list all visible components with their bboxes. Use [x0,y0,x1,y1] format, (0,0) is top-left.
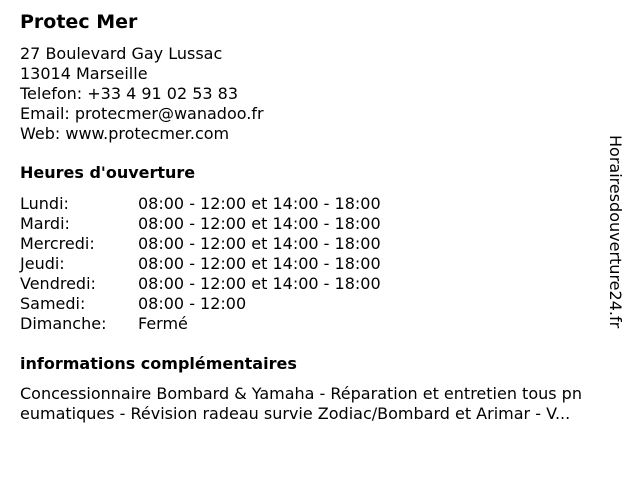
day-hours: 08:00 - 12:00 et 14:00 - 18:00 [138,234,381,253]
day-hours: 08:00 - 12:00 [138,294,247,313]
day-label: Jeudi: [20,254,65,273]
hours-table [20,194,381,334]
hours-row-vendredi [20,274,381,294]
day-label: Dimanche: [20,314,107,333]
hours-row-jeudi [20,254,381,274]
email: Email: protecmer@wanadoo.fr [20,104,264,123]
hours-row-lundi [20,194,381,214]
hours-row-mercredi [20,234,381,254]
info-description [20,384,632,424]
info-line: eumatiques - Révision radeau survie Zodiac/Bombard et Arimar - V... [20,404,571,423]
day-hours: 08:00 - 12:00 et 14:00 - 18:00 [138,194,381,213]
phone: Telefon: +33 4 91 02 53 83 [20,84,239,103]
day-hours: 08:00 - 12:00 et 14:00 - 18:00 [138,214,381,233]
day-label: Mardi: [20,214,70,233]
street-address: 27 Boulevard Gay Lussac [20,44,223,63]
day-label: Samedi: [20,294,86,313]
info-heading: informations complémentaires [20,354,297,373]
contact-block [20,44,264,144]
day-label: Mercredi: [20,234,95,253]
day-label: Vendredi: [20,274,96,293]
info-line: Concessionnaire Bombard & Yamaha - Réparation et entretien tous pn [20,384,582,403]
day-label: Lundi: [20,194,69,213]
city: 13014 Marseille [20,64,148,83]
day-hours: 08:00 - 12:00 et 14:00 - 18:00 [138,254,381,273]
hours-row-mardi [20,214,381,234]
hours-heading: Heures d'ouverture [20,163,196,182]
day-hours: 08:00 - 12:00 et 14:00 - 18:00 [138,274,381,293]
website: Web: www.protecmer.com [20,124,230,143]
site-watermark: Horairesdouverture24.fr [606,135,625,329]
business-name: Protec Mer [20,11,138,33]
hours-row-dimanche [20,314,381,334]
day-hours: Fermé [138,314,188,333]
hours-row-samedi [20,294,381,314]
